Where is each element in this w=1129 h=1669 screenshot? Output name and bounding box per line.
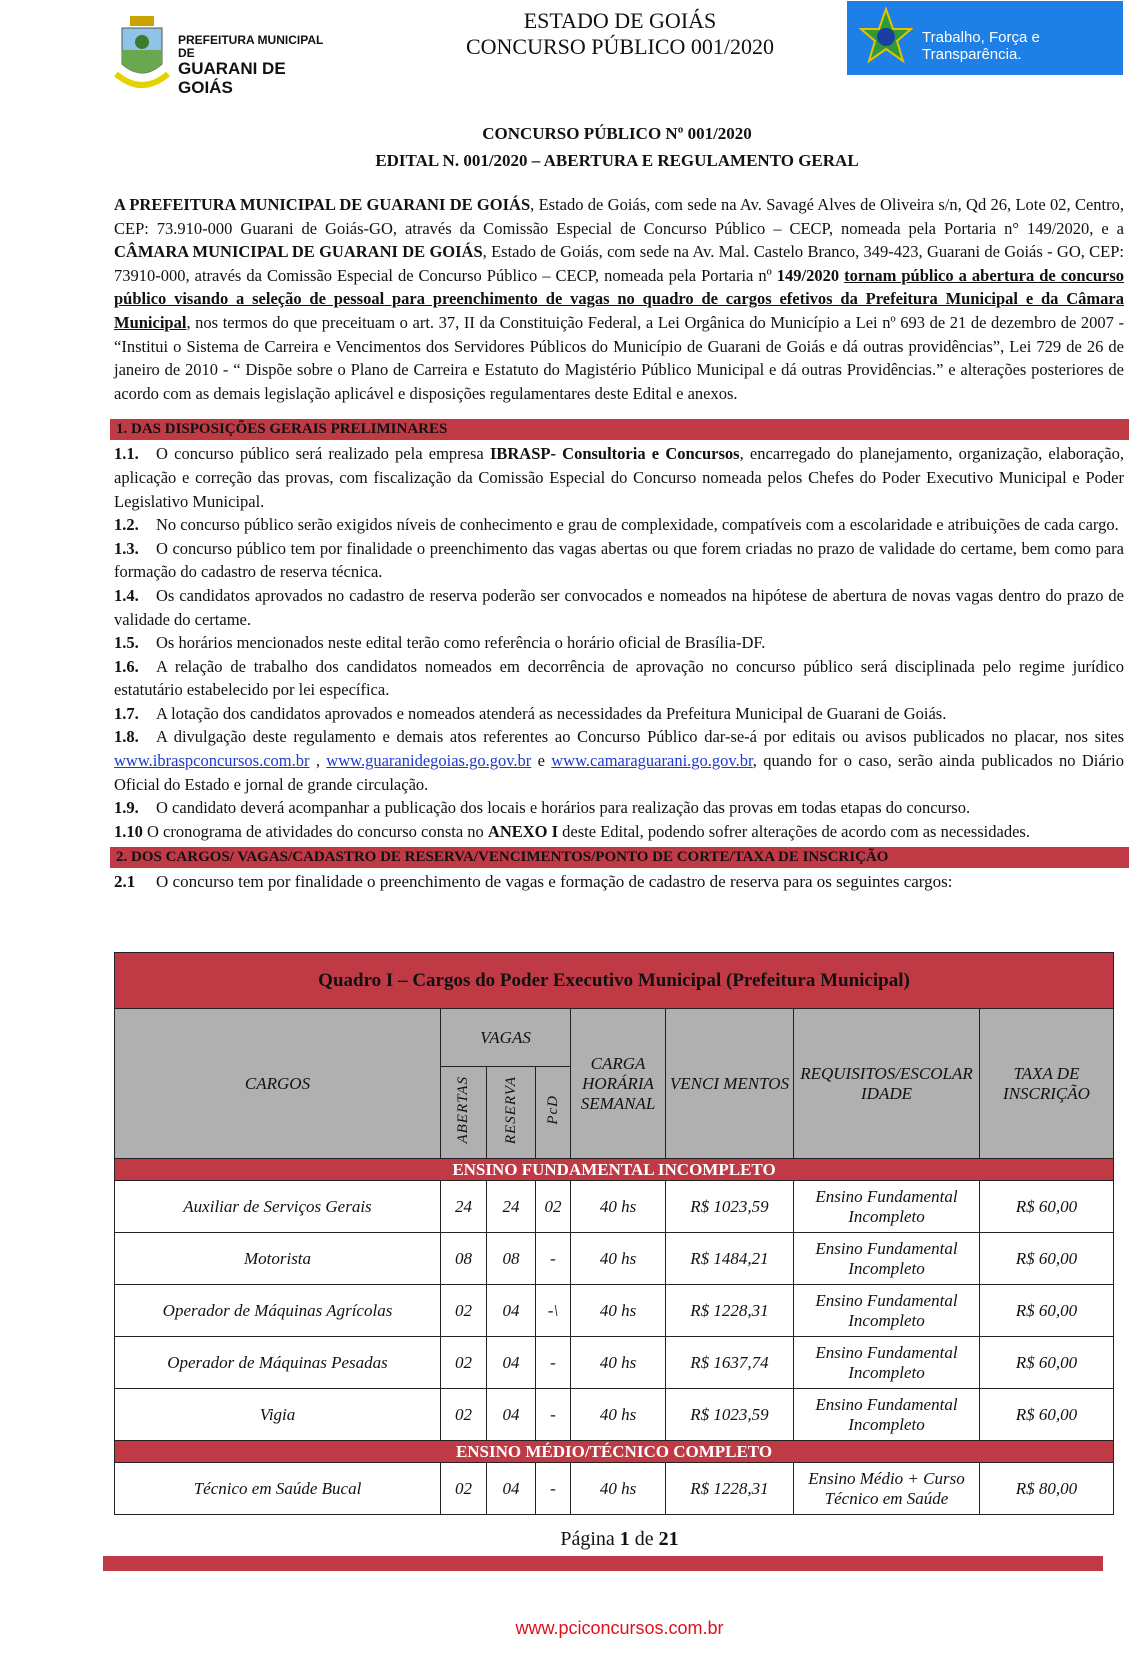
table-cell: Operador de Máquinas Pesadas — [115, 1337, 441, 1389]
table-cell: R$ 1637,74 — [666, 1337, 794, 1389]
table-cell: Auxiliar de Serviços Gerais — [115, 1181, 441, 1233]
header-cargos: CARGOS — [115, 1009, 441, 1159]
table-cell: 08 — [441, 1233, 487, 1285]
government-banner: Trabalho, Força e Transparência. — [847, 1, 1123, 75]
table-cell: 02 — [441, 1389, 487, 1441]
header-vagas: VAGAS — [441, 1009, 571, 1067]
table-cell: 02 — [441, 1337, 487, 1389]
table-cell: 02 — [441, 1463, 487, 1515]
table-row — [115, 1233, 1114, 1285]
list-item: 1.10 O cronograma de atividades do concurso consta no ANEXO I deste Edital, podendo sofrer alterações de acordo com as necessidades. — [114, 821, 1030, 841]
table-cell: R$ 1484,21 — [666, 1233, 794, 1285]
table-cell: 04 — [487, 1337, 536, 1389]
source-url: www.pciconcursos.com.br — [515, 1618, 724, 1638]
link-prefeitura[interactable]: www.guaranidegoias.go.gov.br — [326, 751, 532, 771]
link-camara[interactable]: www.camaraguarani.go.gov.br — [551, 751, 753, 771]
list-item: 2.1 O concurso tem por finalidade o preenchimento de vagas e formação de cadastro de reserva para os seguintes cargos: — [114, 872, 953, 892]
header-vencimentos: VENCI MENTOS — [666, 1009, 794, 1159]
table-cell: 40 hs — [571, 1389, 666, 1441]
header-abertas: ABERTAS — [455, 1076, 471, 1144]
table-cell: 24 — [441, 1181, 487, 1233]
table-title: Quadro I – Cargos do Poder Executivo Municipal (Prefeitura Municipal) — [115, 953, 1114, 1009]
table-cell: 08 — [487, 1233, 536, 1285]
list-item: 1.3. O concurso público tem por finalidade o preenchimento das vagas abertas ou que forem criadas no prazo de validade do certame, bem como para formação do cadastro de reserva técnica. — [114, 538, 1124, 582]
section-1-heading: 1. DAS DISPOSIÇÕES GERAIS PRELIMINARES — [110, 419, 1129, 440]
table-cell: Ensino Fundamental Incompleto — [794, 1389, 980, 1441]
header-pcd: PcD — [544, 1095, 561, 1125]
table-cell: R$ 80,00 — [980, 1463, 1114, 1515]
table-cell: 40 hs — [571, 1463, 666, 1515]
document-heading: ESTADO DE GOIÁS CONCURSO PÚBLICO 001/2020 — [465, 8, 775, 59]
table-cell: Técnico em Saúde Bucal — [115, 1463, 441, 1515]
table-cell: R$ 60,00 — [980, 1181, 1114, 1233]
table-cell: 40 hs — [571, 1233, 666, 1285]
table-cell: Ensino Fundamental Incompleto — [794, 1233, 980, 1285]
table-row — [115, 1389, 1114, 1441]
list-item: 1.5. Os horários mencionados neste edital terão como referência o horário oficial de Brasília-DF. — [114, 633, 766, 653]
table-cell: R$ 1023,59 — [666, 1181, 794, 1233]
table-cell: R$ 60,00 — [980, 1337, 1114, 1389]
municipal-logo: PREFEITURA MUNICIPAL DE GUARANI DE GOIÁS — [112, 14, 337, 94]
list-item: 1.2. No concurso público serão exigidos níveis de conhecimento e grau de complexidade, compatíveis com a escolaridade e atribuições de cada cargo. — [114, 515, 1119, 535]
header-carga: CARGA HORÁRIA SEMANAL — [571, 1009, 666, 1159]
table-cell: - — [536, 1463, 571, 1515]
national-emblem-icon — [859, 7, 913, 71]
link-ibrasp[interactable]: www.ibraspconcursos.com.br — [114, 751, 310, 771]
cargos-table — [114, 952, 1114, 1515]
table-cell: R$ 60,00 — [980, 1233, 1114, 1285]
table-row — [115, 1181, 1114, 1233]
table-cell: Operador de Máquinas Agrícolas — [115, 1285, 441, 1337]
list-item: 1.9. O candidato deverá acompanhar a publicação dos locais e horários para realização das provas em todas etapas do concurso. — [114, 798, 971, 818]
page-header — [0, 0, 1129, 98]
table-cell: 04 — [487, 1463, 536, 1515]
table-cell: Motorista — [115, 1233, 441, 1285]
table-cell: R$ 60,00 — [980, 1389, 1114, 1441]
table-cell: - — [536, 1337, 571, 1389]
footer-bar — [103, 1556, 1103, 1571]
table-cell: - — [536, 1389, 571, 1441]
table-cell: 40 hs — [571, 1337, 666, 1389]
band-fundamental: ENSINO FUNDAMENTAL INCOMPLETO — [115, 1159, 1114, 1181]
list-item: 1.6. A relação de trabalho dos candidatos nomeados em decorrência de aprovação no concurso público será disciplinada pelo regime jurídico estatutário estabelecido por lei específica. — [114, 656, 1124, 700]
table-row — [115, 1463, 1114, 1515]
table-cell: 04 — [487, 1285, 536, 1337]
table-cell: 04 — [487, 1389, 536, 1441]
page-number: Página 1 de 21 — [560, 1528, 679, 1550]
table-row — [115, 1337, 1114, 1389]
table-cell: R$ 1023,59 — [666, 1389, 794, 1441]
table-cell: R$ 60,00 — [980, 1285, 1114, 1337]
band-medio: ENSINO MÉDIO/TÉCNICO COMPLETO — [115, 1441, 1114, 1463]
table-cell: R$ 1228,31 — [666, 1285, 794, 1337]
list-item: 1.7. A lotação dos candidatos aprovados e nomeados atenderá as necessidades da Prefeitura Municipal de Guarani de Goiás. — [114, 703, 947, 723]
table-cell: Vigia — [115, 1389, 441, 1441]
header-requisitos: REQUISITOS/ESCOLAR IDADE — [794, 1009, 980, 1159]
table-cell: R$ 1228,31 — [666, 1463, 794, 1515]
table-cell: 24 — [487, 1181, 536, 1233]
table-cell: Ensino Médio + Curso Técnico em Saúde — [794, 1463, 980, 1515]
table-row — [115, 1285, 1114, 1337]
table-cell: 40 hs — [571, 1181, 666, 1233]
list-item: 1.8. A divulgação deste regulamento e demais atos referentes ao Concurso Público dar-se-á por editais ou avisos publicados no placar, nos sites www.ibraspconcursos.com.br , www.guaranidegoias.go.gov.br e www.camaraguarani.go.gov.br, quando for o caso, serão ainda publicados no Diário Oficial do Estado e jornal de grande circulação. — [114, 727, 1124, 794]
table-cell: - — [536, 1233, 571, 1285]
header-reserva: RESERVA — [502, 1075, 519, 1145]
table-cell: Ensino Fundamental Incompleto — [794, 1181, 980, 1233]
table-cell: Ensino Fundamental Incompleto — [794, 1337, 980, 1389]
section-2-heading: 2. DOS CARGOS/ VAGAS/CADASTRO DE RESERVA/VENCIMENTOS/PONTO DE CORTE/TAXA DE INSCRIÇÃO — [110, 847, 1129, 868]
document-body — [114, 193, 1124, 894]
table-cell: 40 hs — [571, 1285, 666, 1337]
edital-titles: CONCURSO PÚBLICO Nº 001/2020 EDITAL N. 001/2020 – ABERTURA E REGULAMENTO GERAL — [375, 124, 859, 170]
table-cell: 02 — [536, 1181, 571, 1233]
intro-paragraph: A PREFEITURA MUNICIPAL DE GUARANI DE GOIÁS, Estado de Goiás, com sede na Av. Savagé Alves de Oliveira s/n, Qd 26, Lote 02, Centro, CEP: 73.910-000 Guarani de Goiás-GO, através da Comissão Especial de Concurso Público – CECP, nomeada pela Portaria n° 149/2020, e a CÂMARA MUNICIPAL DE GUARANI DE GOIÁS, Estado de Goiás, com sede na Av. Mal. Castelo Branco, 349-423, Guarani de Goiás - GO, CEP: 73910-000, através da Comissão Especial de Concurso Público – CECP, nomeada pela Portaria nº 149/2020 tornam público a abertura de concurso público visando a seleção de pessoal para preenchimento de vagas no quadro de cargos efetivos da Prefeitura Municipal e da Câmara Municipal, nos termos do que preceituam o art. 37, II da Constituição Federal, a Lei Orgânica do Município a Lei nº 693 de 21 de dezembro de 2007 - “Institui o Sistema de Carreira e Vencimentos dos Servidores Públicos do Município de Guarani de Goiás e dá outras providências”, Lei 729 de 26 de janeiro de 2010 - “ Dispõe sobre o Plano de Carreira e Estatuto do Magistério Público Municipal e dá outras Providências.” e alterações posteriores de acordo com as demais legislação aplicável e disposições regulamentares deste Edital e anexos. — [114, 195, 1125, 403]
list-item: 1.1. O concurso público será realizado pela empresa IBRASP- Consultoria e Concursos, encarregado do planejamento, organização, elaboração, aplicação e correção das provas, com fiscalização da Comissão Especial do Concurso nomeada pelos Chefes do Poder Executivo Municipal e Poder Legislativo Municipal. — [114, 444, 1124, 511]
table-cell: 02 — [441, 1285, 487, 1337]
list-item: 1.4. Os candidatos aprovados no cadastro de reserva poderão ser convocados e nomeados na hipótese de abertura de novas vagas dentro do prazo de validade do certame. — [114, 585, 1124, 629]
table-cell: -\ — [536, 1285, 571, 1337]
header-taxa: TAXA DE INSCRIÇÃO — [980, 1009, 1114, 1159]
table-cell: Ensino Fundamental Incompleto — [794, 1285, 980, 1337]
coat-of-arms-icon — [112, 14, 172, 92]
